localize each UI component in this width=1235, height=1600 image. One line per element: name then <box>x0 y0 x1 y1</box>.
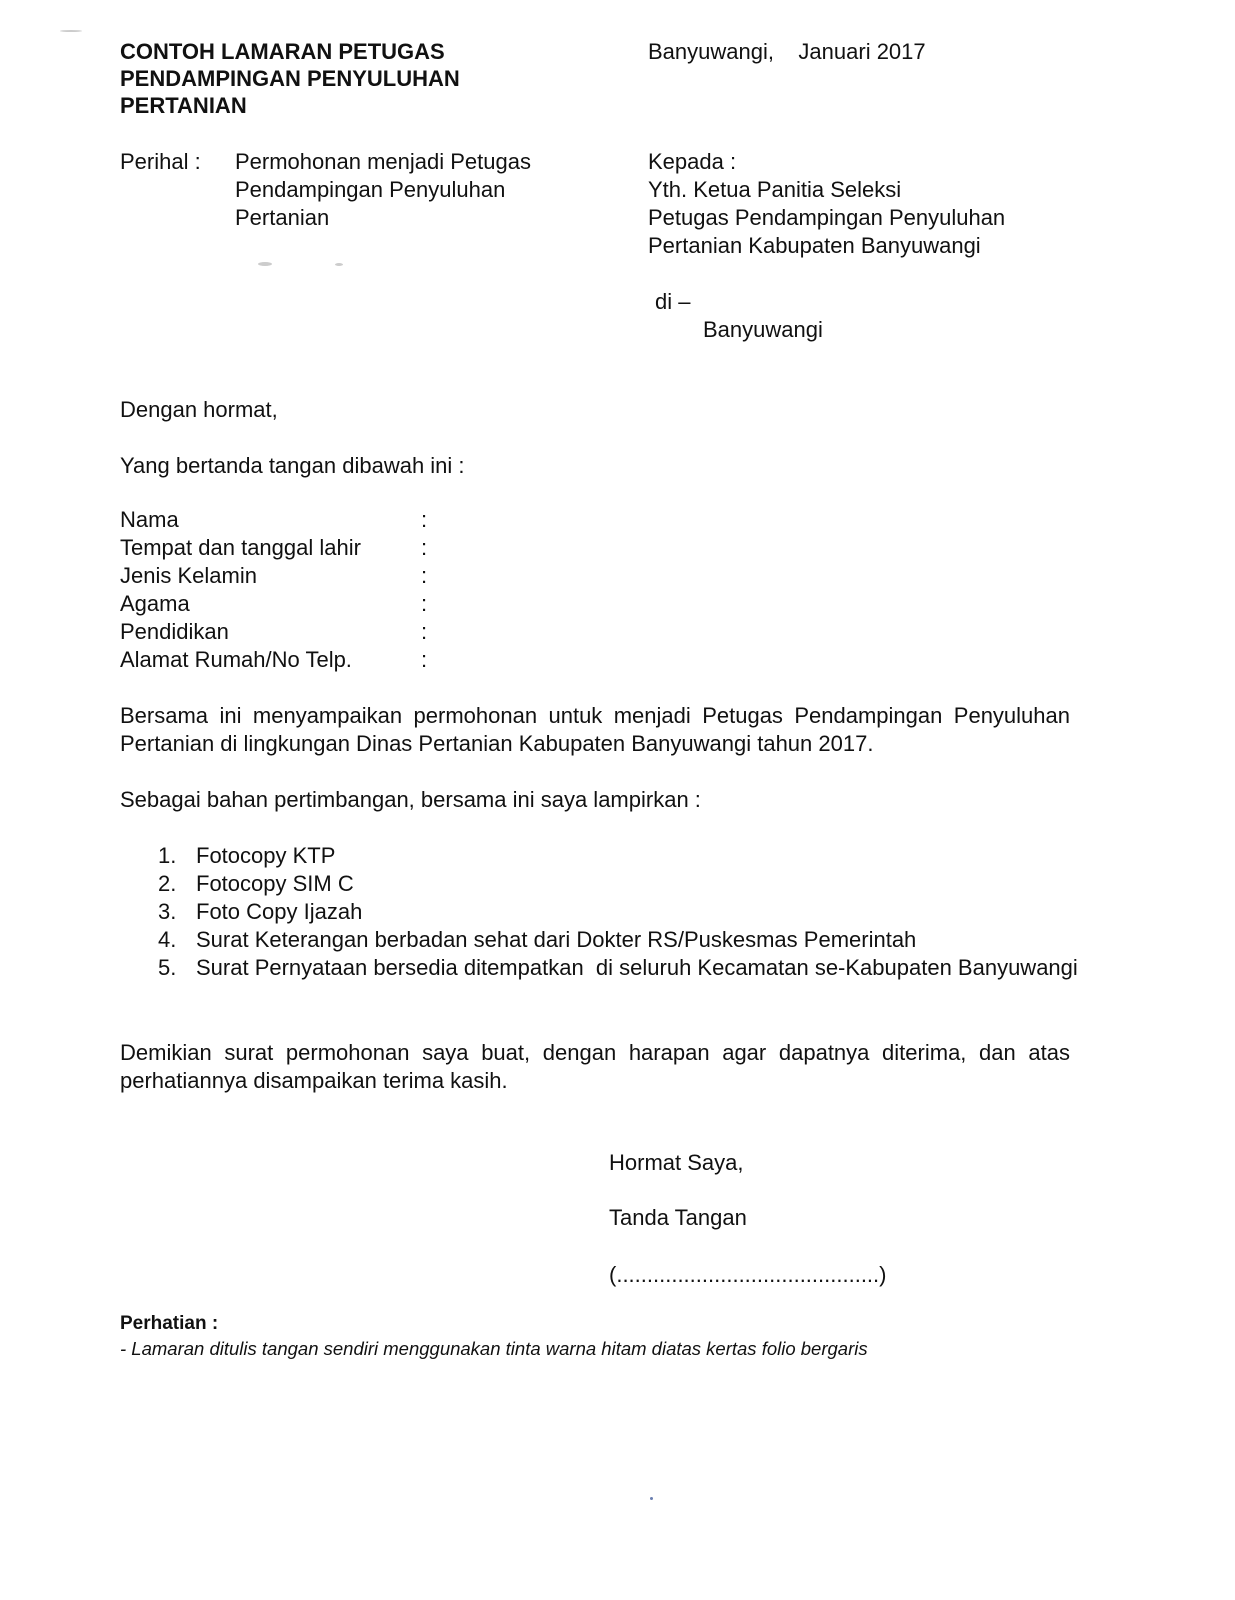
field-colon: : <box>421 535 428 560</box>
application-paragraph: Bersama ini menyampaikan permohonan untuk menjadi Petugas Pendampingan Penyuluhan Pertanian di lingkungan Dinas Pertanian Kabupaten Banyuwangi tahun 2017. <box>120 703 1070 756</box>
list-number: 4. <box>158 927 177 952</box>
note-text: - Lamaran ditulis tangan sendiri menggunakan tinta warna hitam diatas kertas folio bergaris <box>120 1338 868 1359</box>
field-colon: : <box>421 619 428 644</box>
greeting: Dengan hormat, <box>120 397 278 422</box>
list-number: 3. <box>158 899 177 924</box>
recipient-line-1: Kepada : <box>648 149 737 174</box>
list-item: Fotocopy KTP <box>196 843 336 868</box>
field-row <box>120 646 440 674</box>
recipient-city: Banyuwangi <box>703 317 823 342</box>
regards: Hormat Saya, <box>609 1150 744 1175</box>
field-row <box>120 534 440 562</box>
note-title: Perhatian : <box>120 1313 219 1334</box>
list-number: 1. <box>158 843 177 868</box>
field-label: Jenis Kelamin <box>120 563 257 588</box>
signature-name-line: (...........................................) <box>609 1262 887 1287</box>
field-label: Nama <box>120 507 179 532</box>
subject-label: Perihal : <box>120 149 201 174</box>
list-number: 2. <box>158 871 177 896</box>
field-row <box>120 562 440 590</box>
scan-speck <box>60 30 82 32</box>
subject-line-3: Pertanian <box>235 205 330 230</box>
list-number: 5. <box>158 955 177 980</box>
list-item: Surat Keterangan berbadan sehat dari Dokter RS/Puskesmas Pemerintah <box>196 927 917 952</box>
recipient-line-2: Yth. Ketua Panitia Seleksi <box>648 177 902 202</box>
title-line-3: PERTANIAN <box>120 93 247 118</box>
field-label: Agama <box>120 591 190 616</box>
field-colon: : <box>421 507 428 532</box>
field-label: Alamat Rumah/No Telp. <box>120 647 352 672</box>
list-item: Foto Copy Ijazah <box>196 899 363 924</box>
recipient-line-4: Pertanian Kabupaten Banyuwangi <box>648 233 981 258</box>
attachments-intro: Sebagai bahan pertimbangan, bersama ini saya lampirkan : <box>120 787 701 812</box>
place-date: Banyuwangi, Januari 2017 <box>648 39 926 64</box>
field-row <box>120 506 440 534</box>
field-colon: : <box>421 563 428 588</box>
field-colon: : <box>421 591 428 616</box>
title-line-1: CONTOH LAMARAN PETUGAS <box>120 39 445 64</box>
field-row <box>120 590 440 618</box>
title-line-2: PENDAMPINGAN PENYULUHAN <box>120 66 460 91</box>
subject-line-1: Permohonan menjadi Petugas <box>235 149 531 174</box>
field-label: Pendidikan <box>120 619 229 644</box>
recipient-line-3: Petugas Pendampingan Penyuluhan <box>648 205 1006 230</box>
signature-label: Tanda Tangan <box>609 1205 747 1230</box>
list-item: Fotocopy SIM C <box>196 871 354 896</box>
list-item: Surat Pernyataan bersedia ditempatkan di seluruh Kecamatan se-Kabupaten Banyuwangi <box>196 955 1078 980</box>
subject-line-2: Pendampingan Penyuluhan <box>235 177 506 202</box>
recipient-di: di – <box>655 289 691 314</box>
scan-speck <box>650 1497 653 1500</box>
field-colon: : <box>421 647 428 672</box>
intro: Yang bertanda tangan dibawah ini : <box>120 453 465 478</box>
field-row <box>120 618 440 646</box>
closing-paragraph: Demikian surat permohonan saya buat, dengan harapan agar dapatnya diterima, dan atas perhatiannya disampaikan terima kasih. <box>120 1040 1070 1093</box>
field-label: Tempat dan tanggal lahir <box>120 535 361 560</box>
scan-speck <box>335 263 343 266</box>
scan-speck <box>258 262 272 266</box>
